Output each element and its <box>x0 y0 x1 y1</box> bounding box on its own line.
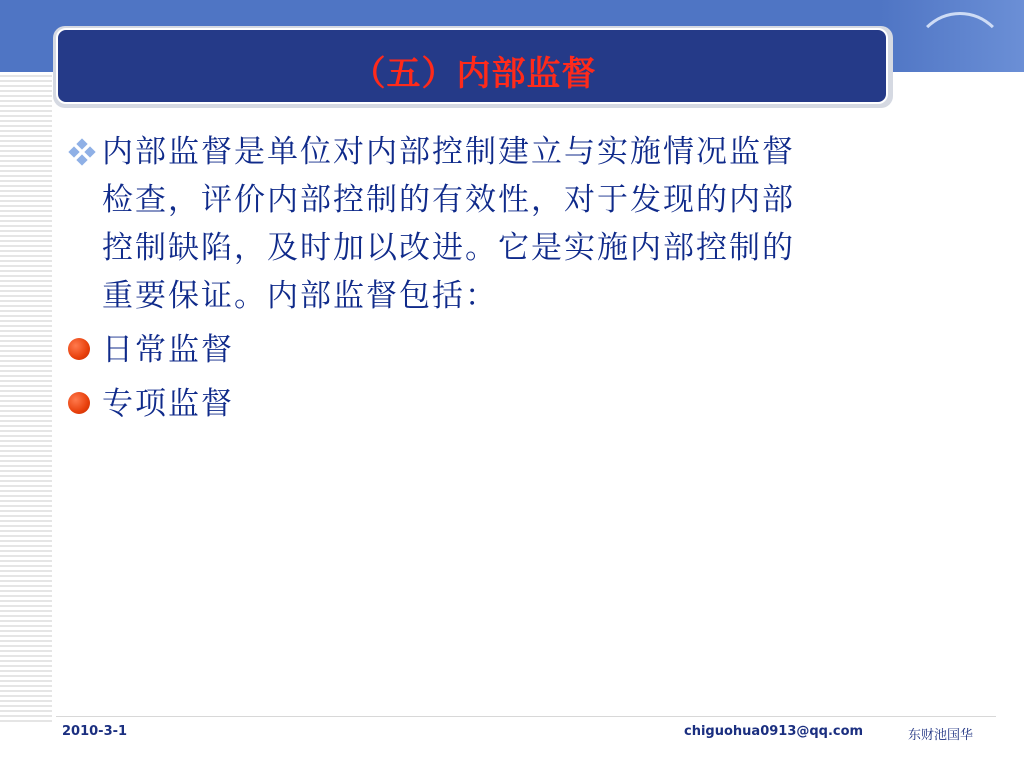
footer-author: 东财池国华 <box>908 728 974 743</box>
footer-email: chiguohua0913@qq.com <box>684 724 864 739</box>
intro-paragraph <box>66 128 956 320</box>
slide-title: （五）内部监督 <box>351 54 597 94</box>
decorative-arc <box>912 12 1008 108</box>
footer-date: 2010-3-1 <box>62 724 128 739</box>
round-bullet-icon <box>68 392 90 414</box>
left-stripe-decoration <box>0 72 52 722</box>
list-item <box>66 380 956 428</box>
list-item-label: 专项监督 <box>102 386 234 422</box>
round-bullet-icon <box>68 338 90 360</box>
list-item-label: 日常监督 <box>102 332 234 368</box>
diamond-cluster-icon <box>70 140 94 164</box>
intro-line: 重要保证。内部监督包括： <box>102 278 498 314</box>
intro-line: 检查，评价内部控制的有效性，对于发现的内部 <box>102 182 795 218</box>
title-box <box>56 28 888 104</box>
footer-divider <box>56 716 996 717</box>
list-item <box>66 326 956 374</box>
slide-content <box>66 128 956 428</box>
intro-line: 内部监督是单位对内部控制建立与实施情况监督 <box>102 134 795 170</box>
intro-line: 控制缺陷，及时加以改进。它是实施内部控制的 <box>102 230 795 266</box>
